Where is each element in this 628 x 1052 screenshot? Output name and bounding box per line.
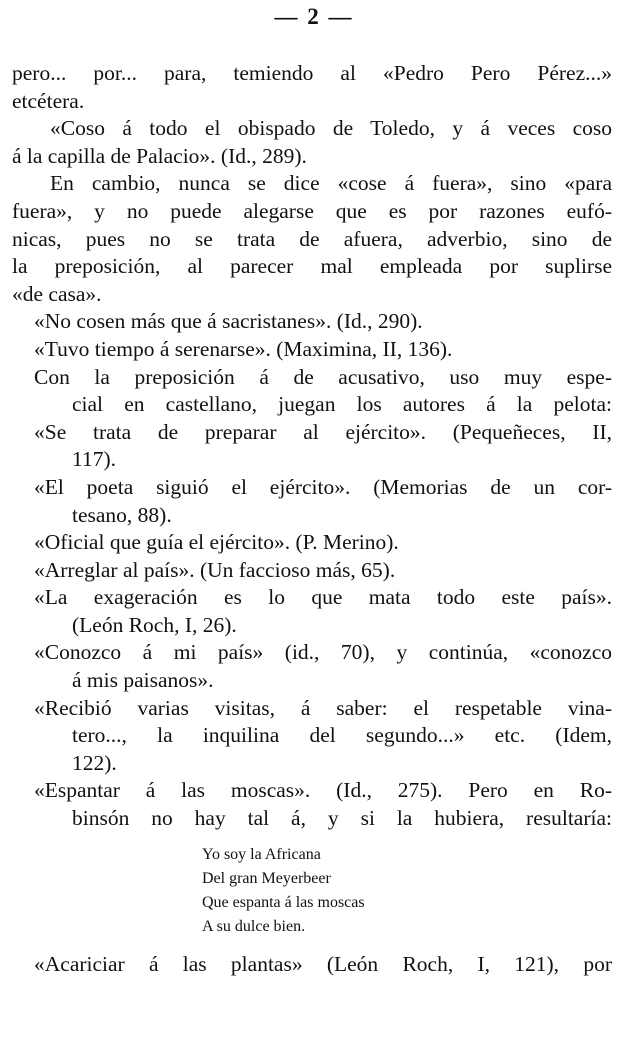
- verse-quote: [12, 843, 612, 939]
- text-line: «Espantar á las moscas». (Id., 275). Pero en Ro-: [34, 778, 612, 803]
- text-line: etcétera.: [12, 88, 85, 113]
- text-line: binsón no hay tal á, y si la hubiera, resultaría:: [72, 806, 612, 831]
- text-lines: [12, 60, 612, 833]
- text-line: fuera», y no puede alegarse que es por razones eufó-: [12, 198, 612, 223]
- text-line: la preposición, al parecer mal empleada por suplirse: [12, 254, 612, 279]
- text-line: «Tuvo tiempo á serenarse». (Maximina, II, 136).: [34, 336, 453, 361]
- text-line: «Arreglar al país». (Un faccioso más, 65).: [34, 557, 396, 582]
- text-line: 122).: [72, 750, 117, 775]
- text-line: tesano, 88).: [72, 502, 172, 527]
- text-line: «de casa».: [12, 281, 102, 306]
- text-line: «Recibió varias visitas, á saber: el respetable vina-: [34, 695, 612, 720]
- text-line: (León Roch, I, 26).: [72, 612, 237, 637]
- text-line: 117).: [72, 447, 116, 472]
- page-number: — 2 —: [274, 4, 354, 29]
- text-line: «Coso á todo el obispado de Toledo, y á veces coso: [50, 116, 612, 141]
- text-line: «La exageración es lo que mata todo este país».: [34, 585, 612, 610]
- text-line: cial en castellano, juegan los autores á la pelota:: [72, 392, 612, 417]
- text-line: á la capilla de Palacio». (Id., 289).: [12, 143, 307, 168]
- text-line: «Se trata de preparar al ejército». (Pequeñeces, II,: [34, 419, 612, 444]
- text-line: «El poeta siguió el ejército». (Memorias de un cor-: [34, 474, 612, 499]
- text-line: Con la preposición á de acusativo, uso muy espe-: [34, 364, 612, 389]
- text-line: «No cosen más que á sacristanes». (Id., 290).: [34, 309, 423, 334]
- verse-line: Que espanta á las moscas: [202, 893, 365, 911]
- text-line: «Oficial que guía el ejército». (P. Merino).: [34, 530, 399, 555]
- text-line: «Acariciar á las plantas» (León Roch, I, 121), por: [34, 951, 612, 976]
- page-body: [12, 60, 612, 978]
- text-line: tero..., la inquilina del segundo...» etc. (Idem,: [72, 723, 612, 748]
- text-line: En cambio, nunca se dice «cose á fuera», sino «para: [50, 171, 612, 196]
- text-line: á mis paisanos».: [72, 668, 214, 693]
- verse-line: Yo soy la Africana: [202, 845, 321, 863]
- text-line: «Conozco á mi país» (id., 70), y continúa, «conozco: [34, 640, 612, 665]
- text-line: nicas, pues no se trata de afuera, adverbio, sino de: [12, 226, 612, 251]
- verse-line: A su dulce bien.: [202, 917, 306, 935]
- verse-line: Del gran Meyerbeer: [202, 869, 331, 887]
- text-line: pero... por... para, temiendo al «Pedro Pero Pérez...»: [12, 61, 612, 85]
